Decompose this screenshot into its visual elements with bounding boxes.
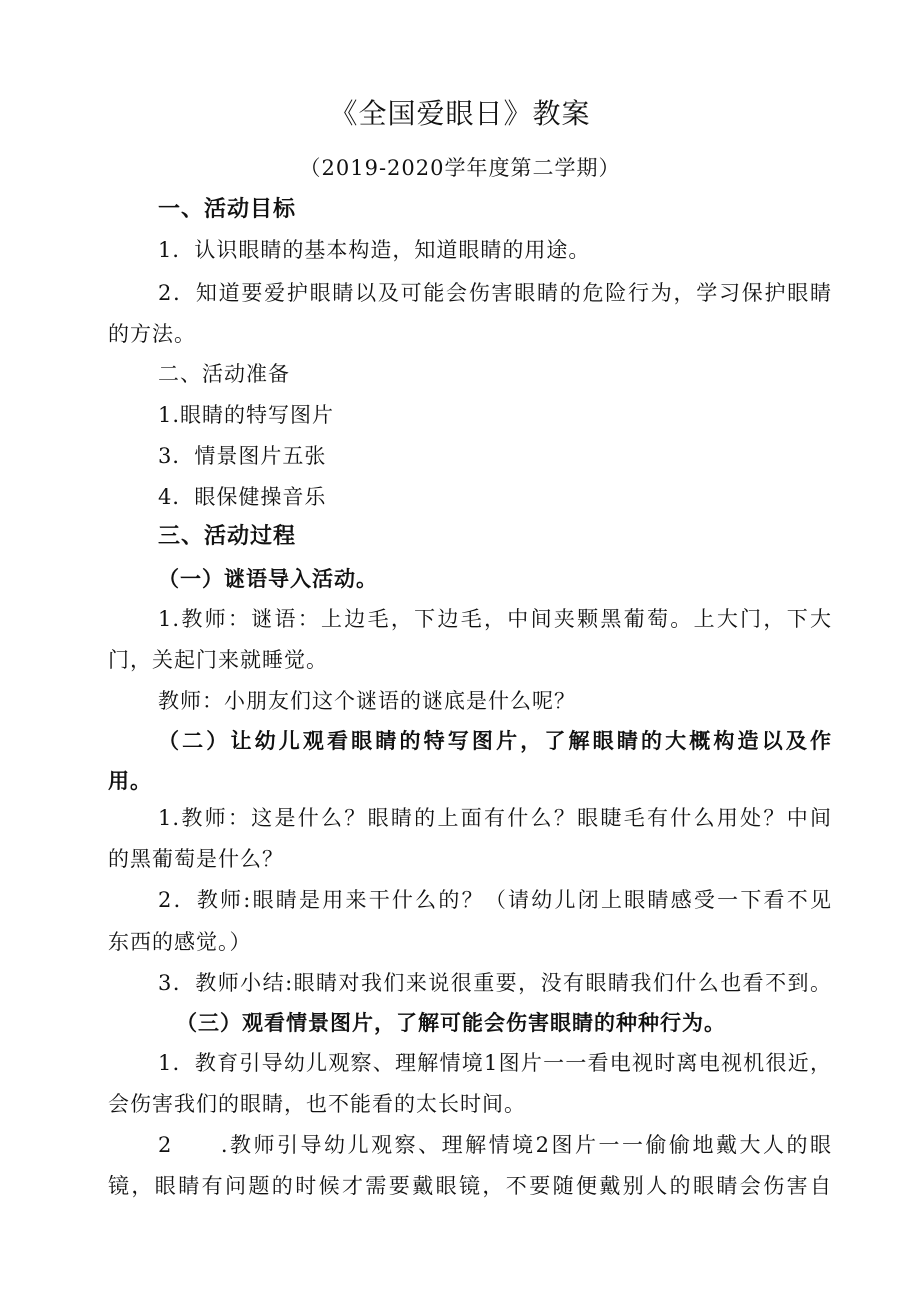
paragraph-line: 2．教师:眼睛是用来干什么的？（请幼儿闭上眼睛感受一下看不见 <box>158 888 832 912</box>
subsection-heading-continued: 用。 <box>108 769 152 793</box>
paragraph-line: 东西的感觉。） <box>108 930 252 954</box>
document-title: 《全国爱眼日》教案 <box>329 97 591 130</box>
paragraph-line: 的黑葡萄是什么？ <box>108 847 284 871</box>
paragraph-line: 2 .教师引导幼儿观察、理解情境2图片一一偷偷地戴大人的眼 <box>158 1133 832 1157</box>
section-heading-goals: 一、活动目标 <box>158 197 297 222</box>
section-heading-prep: 二、活动准备 <box>158 362 290 386</box>
paragraph-line: 的方法。 <box>108 322 196 346</box>
paragraph-line: 1.教师：谜语：上边毛，下边毛，中间夹颗黑葡萄。上大门，下大 <box>158 607 832 631</box>
paragraph-line: 3．教师小结:眼睛对我们来说很重要，没有眼睛我们什么也看不到。 <box>158 971 832 995</box>
paragraph-line: 1．认识眼睛的基本构造，知道眼睛的用途。 <box>158 238 591 262</box>
paragraph-line: 门，关起门来就睡觉。 <box>108 648 328 672</box>
paragraph-line: 会伤害我们的眼睛，也不能看的太长时间。 <box>108 1092 526 1116</box>
paragraph-line: 教师：小朋友们这个谜语的谜底是什么呢？ <box>158 689 576 713</box>
list-item: 1.眼睛的特写图片 <box>158 403 335 427</box>
document-subtitle: （2019-2020学年度第二学期） <box>299 156 621 180</box>
list-item: 4．眼保健操音乐 <box>158 485 327 509</box>
paragraph-line: 1.教师：这是什么？眼睛的上面有什么？眼睫毛有什么用处？中间 <box>158 806 832 830</box>
subsection-heading: （三）观看情景图片，了解可能会伤害眼睛的种种行为。 <box>176 1011 726 1035</box>
paragraph-line: 2．知道要爱护眼睛以及可能会伤害眼睛的危险行为，学习保护眼睛 <box>158 281 832 305</box>
subsection-heading: （二）让幼儿观看眼睛的特写图片，了解眼睛的大概构造以及作 <box>158 729 832 753</box>
section-heading-process: 三、活动过程 <box>158 524 297 549</box>
paragraph-line: 镜，眼睛有问题的时候才需要戴眼镜，不要随便戴别人的眼睛会伤害自 <box>108 1174 832 1198</box>
paragraph-line: 1．教育引导幼儿观察、理解情境1图片一一看电视时离电视机很近， <box>158 1051 832 1075</box>
subsection-heading: （一）谜语导入活动。 <box>158 567 378 591</box>
list-item: 3．情景图片五张 <box>158 444 327 468</box>
